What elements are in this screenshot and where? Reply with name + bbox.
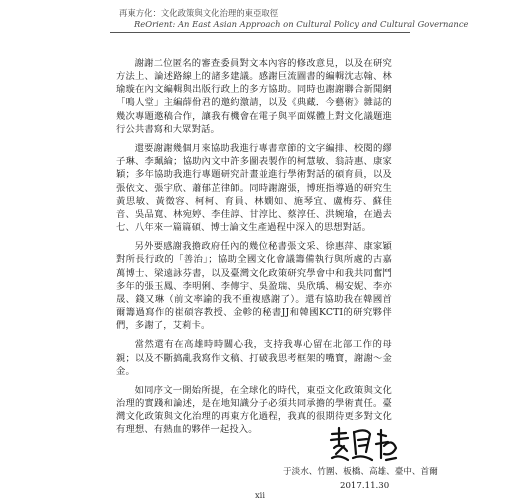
page-number: xii: [254, 490, 266, 500]
running-head: [119, 8, 469, 30]
handwritten-signature: [326, 424, 400, 464]
closing-locations: 于淡水、竹圍、板橋、高雄、臺中、首爾: [283, 467, 438, 477]
paragraph: 還要謝謝幾個月來協助我進行專書章節的文字編排、校閱的繆子琳、李珮綸；協助內文中許多圖表製作的柯慧敏、翁詩惠、康家穎；多年協助我進行專題研究計畫並進行學術對話的碩育員，以及張依文、張宇欣、蕭郁芷律師。同時謝謝張，博班指導過的研究生黃思敏、黃徵容、柯柯、育員、林嫺如、施琴宜、盧梅芬、蘇佳音、吳品寬、林宛婷、李佳諄、甘淳比、蔡淳任、洪婉瑜，在過去七、八年來一篇篇碩、博士論文生產過程中深入的思想對話。: [116, 143, 392, 233]
paragraph: 謝謝二位匿名的審查委員對文本內容的修改意見，以及在研究方法上、論述路線上的諸多建議。感謝巨流圖書的編輯沈志翰、林瑜璇在內文編輯與出版行政上的多方協助。同時也謝謝聯合新聞網「鳴人堂」主編薛佾君的邀約激請，以及《典藏．今藝術》雜誌的幾次專題邀稿合作，讓我有機會在電子與平面媒體上對文化議題進行公共書寫和大眾對話。: [116, 58, 392, 135]
paragraph: 另外要感謝我擔政府任內的幾位秘書張文采、徐惠萍、康家穎對所長行政的「善治」；協助全國文化會議籌備執行與所處的古嘉萬博士、梁遠詠芬書，以及臺灣文化政策研究學會中和我共同奮鬥多年的張玉鳳、李明俐、李傳宇、吳盈瑞、吳欣瑀、楊安妮、李亦晟、錢又琳（前文率諭的我不重複感謝了）。還有協助我在韓國首爾籌過寫作的崔碩容教授、金軫的秘書JJ和韓國KCTI的研究夥伴們，多謝了，艾莉卡。: [116, 241, 392, 332]
body-text: [116, 57, 392, 443]
paragraph: 當然還有在高雄時時關心我，支持我專心留在北部工作的母親；以及不斷搞亂我寫作文稿、打破我思考框架的嘴寶，謝謝～金金。: [116, 339, 392, 377]
running-head-title-en: ReOrient: An East Asian Approach on Cultural Policy and Cultural Governance: [134, 19, 469, 29]
header-rule: [110, 32, 410, 33]
closing-date: 2017.11.30: [340, 481, 390, 491]
paragraph: 如同序文一開始所提，在全球化的時代，東亞文化政策與文化治理的實踐和論述，是在地知識分子必須共同承擔的學術責任。臺灣文化政策與文化治理的再東方化過程，我真的很期待更多對文化有理想、有熱血的夥伴一起投入。: [116, 384, 392, 436]
running-head-title-zh: 再東方化：文化政策與文化治理的東亞取徑: [119, 8, 279, 18]
